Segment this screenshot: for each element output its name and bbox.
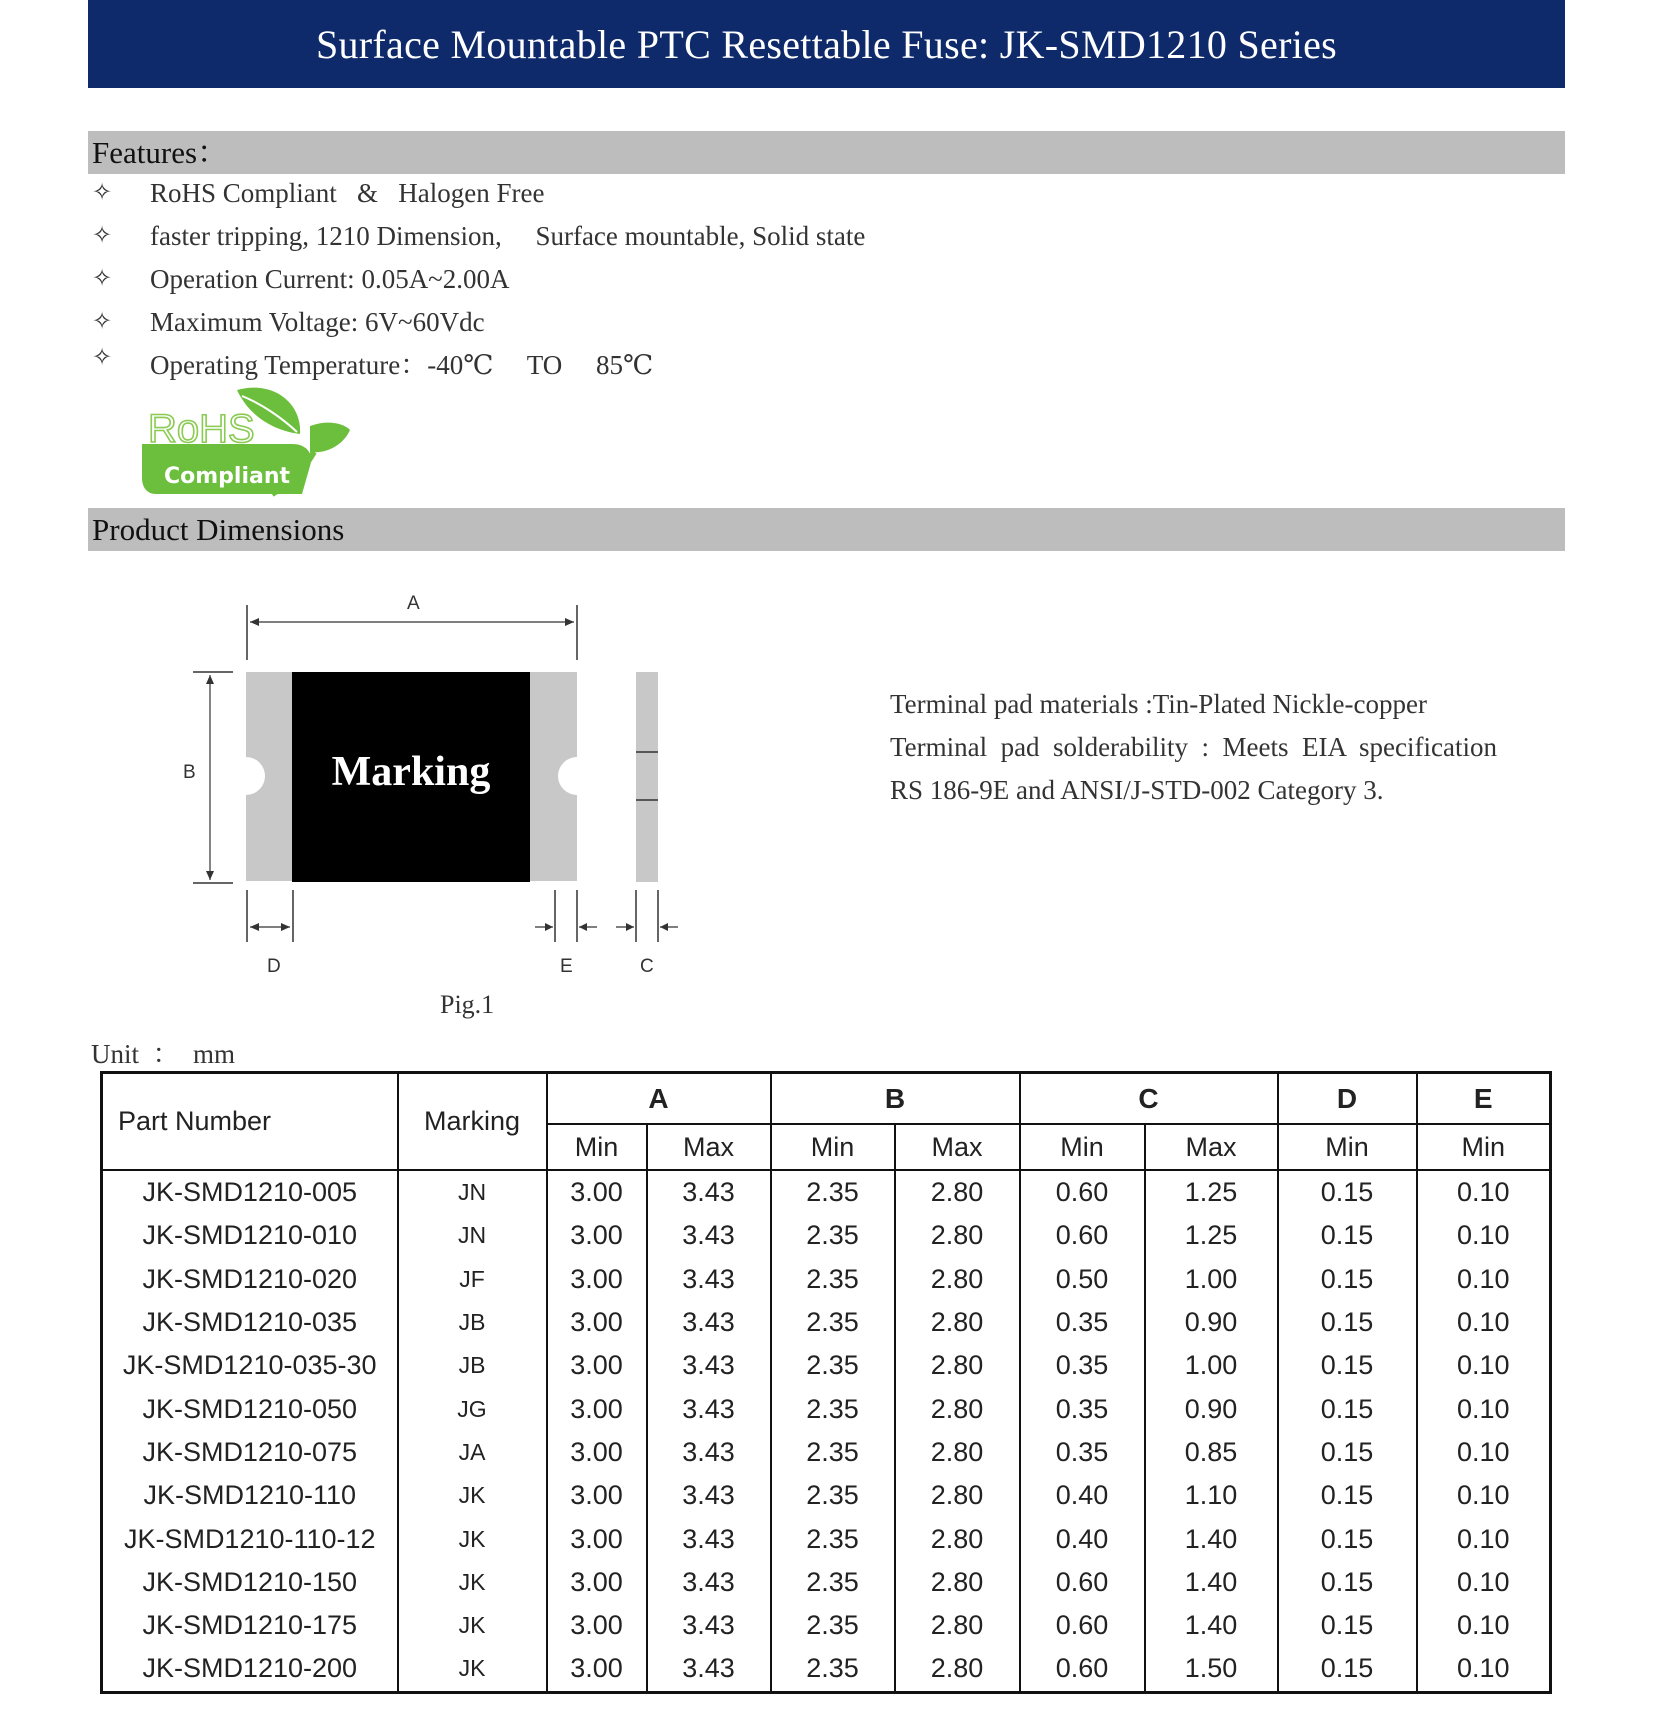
table-row: [102, 1214, 1551, 1257]
cell-a-min: 3.00: [547, 1647, 647, 1692]
table-row: [102, 1561, 1551, 1604]
cell-b-max: 2.80: [895, 1561, 1020, 1604]
cell-a-min: 3.00: [547, 1301, 647, 1344]
cell-e-min: 0.10: [1417, 1387, 1551, 1430]
cell-b-max: 2.80: [895, 1258, 1020, 1301]
cell-marking: JK: [398, 1647, 547, 1692]
col-group-a: A: [547, 1073, 771, 1125]
cell-b-min: 2.35: [771, 1387, 895, 1430]
cell-d-min: 0.15: [1278, 1214, 1417, 1257]
cell-d-min: 0.15: [1278, 1474, 1417, 1517]
cell-e-min: 0.10: [1417, 1214, 1551, 1257]
table-row: [102, 1387, 1551, 1430]
col-group-d: D: [1278, 1073, 1417, 1125]
cell-part-number: JK-SMD1210-010: [102, 1214, 398, 1257]
cell-a-max: 3.43: [647, 1647, 771, 1692]
cell-a-min: 3.00: [547, 1344, 647, 1387]
cell-a-min: 3.00: [547, 1517, 647, 1560]
cell-part-number: JK-SMD1210-110: [102, 1474, 398, 1517]
cell-marking: JK: [398, 1604, 547, 1647]
cell-part-number: JK-SMD1210-035: [102, 1301, 398, 1344]
terminal-line: RS 186-9E and ANSI/J-STD-002 Category 3.: [890, 775, 1384, 805]
cell-d-min: 0.15: [1278, 1517, 1417, 1560]
table-row: [102, 1170, 1551, 1214]
table-row: [102, 1647, 1551, 1692]
col-b-max: Max: [895, 1124, 1020, 1170]
col-e-min: Min: [1417, 1124, 1551, 1170]
terminal-line: Terminal pad solderability : Meets EIA specification: [890, 732, 1497, 762]
cell-marking: JB: [398, 1344, 547, 1387]
cell-b-max: 2.80: [895, 1474, 1020, 1517]
cell-d-min: 0.15: [1278, 1561, 1417, 1604]
cell-a-min: 3.00: [547, 1561, 647, 1604]
cell-b-max: 2.80: [895, 1301, 1020, 1344]
cell-c-max: 1.40: [1145, 1604, 1278, 1647]
cell-c-min: 0.50: [1020, 1258, 1145, 1301]
table-row: [102, 1258, 1551, 1301]
cell-b-min: 2.35: [771, 1214, 895, 1257]
cell-b-max: 2.80: [895, 1647, 1020, 1692]
cell-c-max: 0.85: [1145, 1431, 1278, 1474]
cell-a-min: 3.00: [547, 1170, 647, 1214]
cell-a-max: 3.43: [647, 1561, 771, 1604]
four-point-star-icon: ✧: [92, 264, 113, 292]
cell-c-max: 1.40: [1145, 1561, 1278, 1604]
cell-e-min: 0.10: [1417, 1301, 1551, 1344]
dim-label-c: C: [640, 956, 654, 977]
cell-c-max: 0.90: [1145, 1387, 1278, 1430]
cell-part-number: JK-SMD1210-020: [102, 1258, 398, 1301]
col-group-e: E: [1417, 1073, 1551, 1125]
cell-a-max: 3.43: [647, 1604, 771, 1647]
col-a-min: Min: [547, 1124, 647, 1170]
cell-c-max: 1.00: [1145, 1258, 1278, 1301]
cell-b-max: 2.80: [895, 1387, 1020, 1430]
cell-e-min: 0.10: [1417, 1474, 1551, 1517]
cell-a-min: 3.00: [547, 1387, 647, 1430]
cell-c-min: 0.35: [1020, 1344, 1145, 1387]
cell-c-min: 0.40: [1020, 1517, 1145, 1560]
cell-b-min: 2.35: [771, 1604, 895, 1647]
four-point-star-icon: ✧: [92, 178, 113, 206]
cell-a-min: 3.00: [547, 1431, 647, 1474]
cell-d-min: 0.15: [1278, 1170, 1417, 1214]
figure-caption: Pig.1: [440, 990, 495, 1019]
cell-a-min: 3.00: [547, 1604, 647, 1647]
dim-label-e: E: [560, 956, 573, 977]
cell-b-min: 2.35: [771, 1170, 895, 1214]
terminal-spec-text: [890, 683, 1535, 812]
four-point-star-icon: ✧: [92, 221, 113, 249]
cell-c-max: 1.10: [1145, 1474, 1278, 1517]
cell-c-min: 0.35: [1020, 1387, 1145, 1430]
cell-c-max: 0.90: [1145, 1301, 1278, 1344]
col-c-max: Max: [1145, 1124, 1278, 1170]
cell-c-max: 1.00: [1145, 1344, 1278, 1387]
cell-b-min: 2.35: [771, 1561, 895, 1604]
cell-marking: JK: [398, 1474, 547, 1517]
col-d-min: Min: [1278, 1124, 1417, 1170]
cell-b-max: 2.80: [895, 1214, 1020, 1257]
cell-c-min: 0.40: [1020, 1474, 1145, 1517]
rohs-compliant-logo: [142, 382, 352, 497]
page-title: Surface Mountable PTC Resettable Fuse: JK-SMD1210 Series: [315, 21, 1338, 67]
cell-marking: JG: [398, 1387, 547, 1430]
cell-c-min: 0.60: [1020, 1561, 1145, 1604]
col-group-b: B: [771, 1073, 1020, 1125]
cell-part-number: JK-SMD1210-075: [102, 1431, 398, 1474]
compliant-logo-text: Compliant: [164, 464, 291, 489]
cell-part-number: JK-SMD1210-110-12: [102, 1517, 398, 1560]
cell-e-min: 0.10: [1417, 1170, 1551, 1214]
cell-b-min: 2.35: [771, 1517, 895, 1560]
cell-b-min: 2.35: [771, 1344, 895, 1387]
cell-d-min: 0.15: [1278, 1387, 1417, 1430]
table-row: [102, 1474, 1551, 1517]
cell-a-max: 3.43: [647, 1474, 771, 1517]
cell-c-min: 0.60: [1020, 1214, 1145, 1257]
cell-b-min: 2.35: [771, 1301, 895, 1344]
table-row: [102, 1517, 1551, 1560]
cell-c-max: 1.25: [1145, 1170, 1278, 1214]
cell-b-max: 2.80: [895, 1517, 1020, 1560]
cell-part-number: JK-SMD1210-150: [102, 1561, 398, 1604]
cell-marking: JK: [398, 1517, 547, 1560]
four-point-star-icon: ✧: [92, 307, 113, 335]
cell-e-min: 0.10: [1417, 1561, 1551, 1604]
cell-a-min: 3.00: [547, 1258, 647, 1301]
cell-a-max: 3.43: [647, 1258, 771, 1301]
cell-part-number: JK-SMD1210-175: [102, 1604, 398, 1647]
cell-c-min: 0.60: [1020, 1647, 1145, 1692]
cell-d-min: 0.15: [1278, 1431, 1417, 1474]
table-row: [102, 1301, 1551, 1344]
terminal-line: Terminal pad materials :Tin-Plated Nickle-copper: [890, 689, 1427, 719]
rohs-logo-text: RoHS: [148, 407, 255, 451]
cell-c-max: 1.40: [1145, 1517, 1278, 1560]
cell-c-min: 0.35: [1020, 1301, 1145, 1344]
dim-label-b: B: [183, 762, 196, 783]
col-b-min: Min: [771, 1124, 895, 1170]
cell-a-max: 3.43: [647, 1344, 771, 1387]
dimensions-heading: Product Dimensions: [88, 508, 1565, 551]
cell-b-min: 2.35: [771, 1474, 895, 1517]
col-group-c: C: [1020, 1073, 1278, 1125]
dimension-figure: [170, 580, 710, 980]
cell-d-min: 0.15: [1278, 1258, 1417, 1301]
cell-a-max: 3.43: [647, 1431, 771, 1474]
cell-part-number: JK-SMD1210-035-30: [102, 1344, 398, 1387]
cell-a-max: 3.43: [647, 1170, 771, 1214]
table-row: [102, 1431, 1551, 1474]
cell-e-min: 0.10: [1417, 1258, 1551, 1301]
cell-a-max: 3.43: [647, 1301, 771, 1344]
cell-b-min: 2.35: [771, 1431, 895, 1474]
table-row: [102, 1344, 1551, 1387]
cell-marking: JA: [398, 1431, 547, 1474]
cell-e-min: 0.10: [1417, 1431, 1551, 1474]
cell-a-max: 3.43: [647, 1387, 771, 1430]
cell-c-max: 1.25: [1145, 1214, 1278, 1257]
cell-c-max: 1.50: [1145, 1647, 1278, 1692]
col-a-max: Max: [647, 1124, 771, 1170]
cell-b-max: 2.80: [895, 1604, 1020, 1647]
cell-marking: JN: [398, 1214, 547, 1257]
col-part-number: Part Number: [102, 1073, 398, 1171]
cell-b-min: 2.35: [771, 1258, 895, 1301]
cell-a-min: 3.00: [547, 1214, 647, 1257]
cell-a-max: 3.43: [647, 1214, 771, 1257]
cell-d-min: 0.15: [1278, 1647, 1417, 1692]
cell-e-min: 0.10: [1417, 1604, 1551, 1647]
cell-d-min: 0.15: [1278, 1301, 1417, 1344]
cell-c-min: 0.35: [1020, 1431, 1145, 1474]
cell-marking: JF: [398, 1258, 547, 1301]
cell-e-min: 0.10: [1417, 1344, 1551, 1387]
dimensions-table: [100, 1071, 1552, 1694]
cell-part-number: JK-SMD1210-200: [102, 1647, 398, 1692]
table-row: [102, 1604, 1551, 1647]
cell-d-min: 0.15: [1278, 1604, 1417, 1647]
cell-e-min: 0.10: [1417, 1647, 1551, 1692]
four-point-star-icon: ✧: [92, 343, 113, 371]
dim-label-a: A: [407, 593, 420, 614]
cell-marking: JN: [398, 1170, 547, 1214]
cell-part-number: JK-SMD1210-005: [102, 1170, 398, 1214]
cell-b-max: 2.80: [895, 1344, 1020, 1387]
page-title-banner: [88, 0, 1565, 88]
marking-label: Marking: [331, 749, 491, 795]
dim-label-d: D: [267, 956, 281, 977]
cell-marking: JK: [398, 1561, 547, 1604]
cell-c-min: 0.60: [1020, 1170, 1145, 1214]
cell-marking: JB: [398, 1301, 547, 1344]
cell-b-max: 2.80: [895, 1431, 1020, 1474]
cell-c-min: 0.60: [1020, 1604, 1145, 1647]
cell-e-min: 0.10: [1417, 1517, 1551, 1560]
unit-label: Unit ： mm: [91, 1039, 236, 1069]
col-c-min: Min: [1020, 1124, 1145, 1170]
table-body: [102, 1170, 1551, 1692]
cell-part-number: JK-SMD1210-050: [102, 1387, 398, 1430]
col-marking: Marking: [398, 1073, 547, 1171]
cell-b-max: 2.80: [895, 1170, 1020, 1214]
cell-a-max: 3.43: [647, 1517, 771, 1560]
cell-a-min: 3.00: [547, 1474, 647, 1517]
cell-b-min: 2.35: [771, 1647, 895, 1692]
cell-d-min: 0.15: [1278, 1344, 1417, 1387]
features-heading: Features：: [88, 131, 1565, 174]
